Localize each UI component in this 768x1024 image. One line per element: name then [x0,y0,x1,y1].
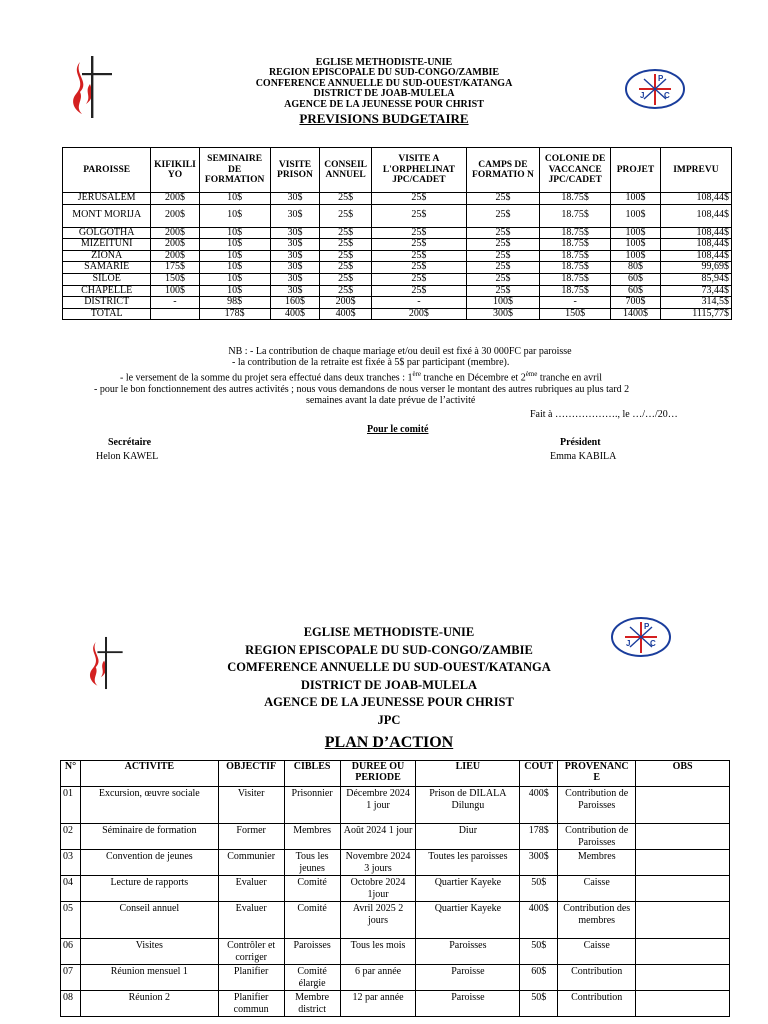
amount-cell: 10$ [199,227,270,239]
district-name: DISTRICT DE JOAB-MULELA [313,88,455,100]
secretaire-name: Helon KAWEL [96,451,159,462]
plan-cell: 60$ [520,965,558,991]
plan-cell: Avril 2025 2 jours [340,902,416,939]
budget-header-row [63,148,732,193]
amount-cell: 18.75$ [540,239,611,251]
plan-cell [636,787,730,824]
plan-cell: Réunion 2 [80,991,218,1017]
budget-row [63,227,732,239]
amount-cell: 73,44$ [660,285,731,297]
plan-cell [636,876,730,902]
col-colonie: COLONIE DE VACCANCE JPC/CADET [540,148,611,193]
plan-cell [636,991,730,1017]
svg-text:C: C [664,91,670,100]
plan-cell: Octobre 2024 1jour [340,876,416,902]
amount-cell: 25$ [466,204,539,227]
amount-cell: 25$ [466,273,539,285]
amount-cell: 10$ [199,285,270,297]
amount-cell: 30$ [270,250,320,262]
amount-cell: 100$ [151,285,199,297]
plan-cell: 01 [61,787,81,824]
plan-cell [636,902,730,939]
col-numero: N° [61,761,81,787]
agency-name: AGENCE DE LA JEUNESSE POUR CHRIST [264,695,514,710]
plan-cell: Membre district [284,991,340,1017]
amount-cell: 25$ [371,239,466,251]
amount-cell: 18.75$ [540,262,611,274]
note-nb: NB : - La contribution de chaque mariage et/ou deuil est fixé à 30 000FC par paroisse [228,346,572,357]
amount-cell: 99,69$ [660,262,731,274]
amount-cell: 10$ [199,239,270,251]
amount-cell: 100$ [611,250,661,262]
plan-cell [636,965,730,991]
amount-cell: 25$ [320,273,372,285]
plan-cell: Convention de jeunes [80,850,218,876]
amount-cell: 25$ [466,262,539,274]
amount-cell: 30$ [270,227,320,239]
amount-cell: 18.75$ [540,204,611,227]
action-plan-table [60,760,730,1017]
amount-cell: 200$ [151,204,199,227]
plan-cell: Lecture de rapports [80,876,218,902]
paroisse-cell: MONT MORIJA [63,204,151,227]
col-obs: OBS [636,761,730,787]
budget-body [63,193,732,320]
amount-cell: 30$ [270,285,320,297]
plan-cell: Membres [284,824,340,850]
amount-cell: 200$ [151,193,199,205]
plan-cell: Comité élargie [284,965,340,991]
amount-cell: 100$ [611,227,661,239]
plan-cell: Planifier commun [218,991,284,1017]
amount-cell: 175$ [151,262,199,274]
amount-cell: 85,94$ [660,273,731,285]
amount-cell: 25$ [466,285,539,297]
svg-text:J: J [640,91,645,100]
plan-cell [636,824,730,850]
amount-cell: 1115,77$ [660,308,731,320]
plan-cell: Contribution de Paroisses [558,824,636,850]
amount-cell: 178$ [199,308,270,320]
paroisse-cell: GOLGOTHA [63,227,151,239]
amount-cell: 200$ [151,239,199,251]
amount-cell: 30$ [270,204,320,227]
amount-cell: 25$ [466,193,539,205]
plan-cell: 400$ [520,902,558,939]
plan-cell: Conseil annuel [80,902,218,939]
amount-cell: 108,44$ [660,250,731,262]
svg-text:P: P [644,622,650,631]
plan-cell: Evaluer [218,902,284,939]
budget-row [63,297,732,309]
plan-cell: 07 [61,965,81,991]
plan-cell: Planifier [218,965,284,991]
col-visite-orphelinat: VISITE A L'ORPHELINAT JPC/CADET [371,148,466,193]
plan-cell: Séminaire de formation [80,824,218,850]
fait-a-line: Fait à ………………., le …/…/20… [530,409,678,420]
plan-cell: 12 par année [340,991,416,1017]
plan-cell: Paroisse [416,991,520,1017]
annual-conference: COMFERENCE ANNUELLE DU SUD-OUEST/KATANGA [227,660,551,675]
plan-cell: Toutes les paroisses [416,850,520,876]
plan-row [61,850,730,876]
amount-cell: 400$ [320,308,372,320]
amount-cell: 60$ [611,273,661,285]
plan-cell: Prisonnier [284,787,340,824]
amount-cell: 1400$ [611,308,661,320]
plan-row [61,876,730,902]
president-title: Président [560,437,601,448]
budget-title: PREVISIONS BUDGETAIRE [299,111,469,127]
budget-table [62,147,732,320]
amount-cell: 108,44$ [660,239,731,251]
col-conseil-annuel: CONSEIL ANNUEL [320,148,372,193]
amount-cell: 25$ [320,239,372,251]
amount-cell: 25$ [466,227,539,239]
plan-cell: Novembre 2024 3 jours [340,850,416,876]
church-name: EGLISE METHODISTE-UNIE [315,57,453,68]
col-kifikiliyo: KIFIKILI YO [151,148,199,193]
plan-row [61,939,730,965]
plan-cell: Tous les mois [340,939,416,965]
col-projet: PROJET [611,148,661,193]
amount-cell: 150$ [540,308,611,320]
col-duree: DUREE OU PERIODE [340,761,416,787]
plan-cell: Paroisse [416,965,520,991]
amount-cell: 314,5$ [660,297,731,309]
budget-row [63,193,732,205]
plan-cell: Contribution [558,991,636,1017]
amount-cell: 25$ [371,227,466,239]
budget-row [63,285,732,297]
amount-cell: 100$ [611,239,661,251]
plan-cell: Tous les jeunes [284,850,340,876]
amount-cell: 18.75$ [540,250,611,262]
plan-header-row [61,761,730,787]
plan-cell: 03 [61,850,81,876]
plan-cell: Août 2024 1 jour [340,824,416,850]
paroisse-cell: CHAPELLE [63,285,151,297]
amount-cell: 30$ [270,273,320,285]
amount-cell: 200$ [371,308,466,320]
amount-cell: 100$ [611,193,661,205]
jpc-emblem-logo [624,68,686,110]
col-provenance: PROVENANC E [558,761,636,787]
agency-name: AGENCE DE LA JEUNESSE POUR CHRIST [284,98,484,110]
plan-cell: Membres [558,850,636,876]
plan-cell: 05 [61,902,81,939]
budget-notes [90,346,710,406]
amount-cell: 100$ [611,204,661,227]
col-lieu: LIEU [416,761,520,787]
amount-cell: 18.75$ [540,193,611,205]
plan-cell: Quartier Kayeke [416,876,520,902]
plan-cell: Décembre 2024 1 jour [340,787,416,824]
amount-cell: 200$ [151,250,199,262]
amount-cell: 18.75$ [540,285,611,297]
plan-cell: Contribution des membres [558,902,636,939]
plan-cell: 06 [61,939,81,965]
svg-text:C: C [650,639,656,648]
amount-cell: 25$ [320,193,372,205]
plan-cell: Communier [218,850,284,876]
plan-row [61,991,730,1017]
budget-row [63,308,732,320]
agency-acronym: JPC [377,712,401,727]
president-name: Emma KABILA [550,451,617,462]
budget-row [63,273,732,285]
paroisse-cell: JERUSALEM [63,193,151,205]
amount-cell: 10$ [199,250,270,262]
amount-cell: 25$ [371,273,466,285]
amount-cell: 18.75$ [540,273,611,285]
plan-cell: Prison de DILALA Dilungu [416,787,520,824]
amount-cell: 700$ [611,297,661,309]
budget-row [63,250,732,262]
amount-cell: 25$ [371,250,466,262]
plan-cell: Visiter [218,787,284,824]
budget-row [63,239,732,251]
amount-cell: 25$ [320,250,372,262]
col-objectif: OBJECTIF [218,761,284,787]
amount-cell: 30$ [270,239,320,251]
col-imprevu: IMPREVU [660,148,731,193]
amount-cell: 25$ [466,239,539,251]
budget-row [63,262,732,274]
amount-cell: 25$ [371,204,466,227]
paroisse-cell: TOTAL [63,308,151,320]
note-versement: - le versement de la somme du projet sera effectué dans deux tranches : 1ère tranche en Décembre et 2ème tranche en avril [120,369,603,384]
amount-cell: 108,44$ [660,204,731,227]
plan-body [61,787,730,1017]
plan-cell: 300$ [520,850,558,876]
col-visite-prison: VISITE PRISON [270,148,320,193]
amount-cell: 25$ [320,204,372,227]
district-name: DISTRICT DE JOAB-MULELA [300,677,478,692]
amount-cell: 200$ [320,297,372,309]
svg-text:J: J [626,639,631,648]
plan-cell: Contrôler et corriger [218,939,284,965]
amount-cell: - [371,297,466,309]
note-retraite: - la contribution de la retraite est fixée à 5$ par participant (membre). [232,357,510,369]
amount-cell: 25$ [466,250,539,262]
plan-cell: 178$ [520,824,558,850]
plan-cell: 400$ [520,787,558,824]
plan-cell: Paroisses [416,939,520,965]
plan-cell: Comité [284,876,340,902]
plan-cell: Comité [284,902,340,939]
col-camps: CAMPS DE FORMATIO N [466,148,539,193]
amount-cell: 200$ [151,227,199,239]
note-semaines: semaines avant la date prévue de l’activité [306,394,476,406]
plan-cell: 04 [61,876,81,902]
paroisse-cell: DISTRICT [63,297,151,309]
plan-cell: 02 [61,824,81,850]
plan-title: PLAN D’ACTION [324,733,454,751]
amount-cell: 300$ [466,308,539,320]
amount-cell: 25$ [320,285,372,297]
amount-cell: 10$ [199,273,270,285]
secretaire-title: Secrétaire [108,437,152,448]
amount-cell: 10$ [199,193,270,205]
president-signature [550,436,616,464]
budget-header [150,58,618,126]
plan-cell: 50$ [520,876,558,902]
plan-cell: Former [218,824,284,850]
svg-text:P: P [658,74,664,83]
plan-row [61,787,730,824]
plan-cell: Contribution de Paroisses [558,787,636,824]
methodist-cross-flame-logo [66,54,116,120]
plan-cell: 50$ [520,991,558,1017]
amount-cell: 10$ [199,204,270,227]
amount-cell: 150$ [151,273,199,285]
plan-cell: Réunion mensuel 1 [80,965,218,991]
plan-cell [636,850,730,876]
amount-cell: 100$ [466,297,539,309]
budget-row [63,204,732,227]
plan-cell: 6 par année [340,965,416,991]
amount-cell: 98$ [199,297,270,309]
note-fonctionnement: - pour le bon fonctionnement des autres activités ; nous vous demandons de nous verser le montant des autres rubriques au plus tard 2 [94,383,630,395]
pour-le-comite: Pour le comité [367,424,429,435]
paroisse-cell: ZIONA [63,250,151,262]
amount-cell: 25$ [320,262,372,274]
col-cibles: CIBLES [284,761,340,787]
plan-cell: Diur [416,824,520,850]
plan-cell: Excursion, œuvre sociale [80,787,218,824]
amount-cell: - [151,297,199,309]
amount-cell: 18.75$ [540,227,611,239]
plan-cell: Contribution [558,965,636,991]
amount-cell: - [540,297,611,309]
episcopal-region: REGION EPISCOPALE DU SUD-CONGO/ZAMBIE [268,67,500,79]
church-name: EGLISE METHODISTE-UNIE [303,625,475,639]
amount-cell: 160$ [270,297,320,309]
amount-cell: 400$ [270,308,320,320]
amount-cell: 60$ [611,285,661,297]
secretaire-signature [96,436,158,464]
episcopal-region: REGION EPISCOPALE DU SUD-CONGO/ZAMBIE [245,642,533,657]
plan-row [61,902,730,939]
amount-cell: 30$ [270,262,320,274]
col-seminaire: SEMINAIRE DE FORMATION [199,148,270,193]
col-cout: COUT [520,761,558,787]
plan-cell: Visites [80,939,218,965]
paroisse-cell: MIZEITUNI [63,239,151,251]
plan-cell: Caisse [558,939,636,965]
paroisse-cell: SAMARIE [63,262,151,274]
plan-cell: Caisse [558,876,636,902]
amount-cell: 80$ [611,262,661,274]
amount-cell: 108,44$ [660,193,731,205]
amount-cell: 25$ [320,227,372,239]
amount-cell: 25$ [371,193,466,205]
amount-cell: 10$ [199,262,270,274]
plan-cell: Paroisses [284,939,340,965]
amount-cell: 108,44$ [660,227,731,239]
amount-cell: 30$ [270,193,320,205]
paroisse-cell: SILOE [63,273,151,285]
plan-row [61,824,730,850]
plan-row [61,965,730,991]
col-paroisse: PAROISSE [63,148,151,193]
amount-cell: 25$ [371,262,466,274]
plan-cell: 08 [61,991,81,1017]
plan-cell [636,939,730,965]
plan-cell: 50$ [520,939,558,965]
amount-cell: 25$ [371,285,466,297]
methodist-cross-flame-logo [84,632,126,694]
annual-conference: CONFERENCE ANNUELLE DU SUD-OUEST/KATANGA [255,77,513,89]
amount-cell [151,308,199,320]
plan-cell: Evaluer [218,876,284,902]
col-activite: ACTIVITE [80,761,218,787]
plan-header [140,624,638,753]
plan-cell: Quartier Kayeke [416,902,520,939]
